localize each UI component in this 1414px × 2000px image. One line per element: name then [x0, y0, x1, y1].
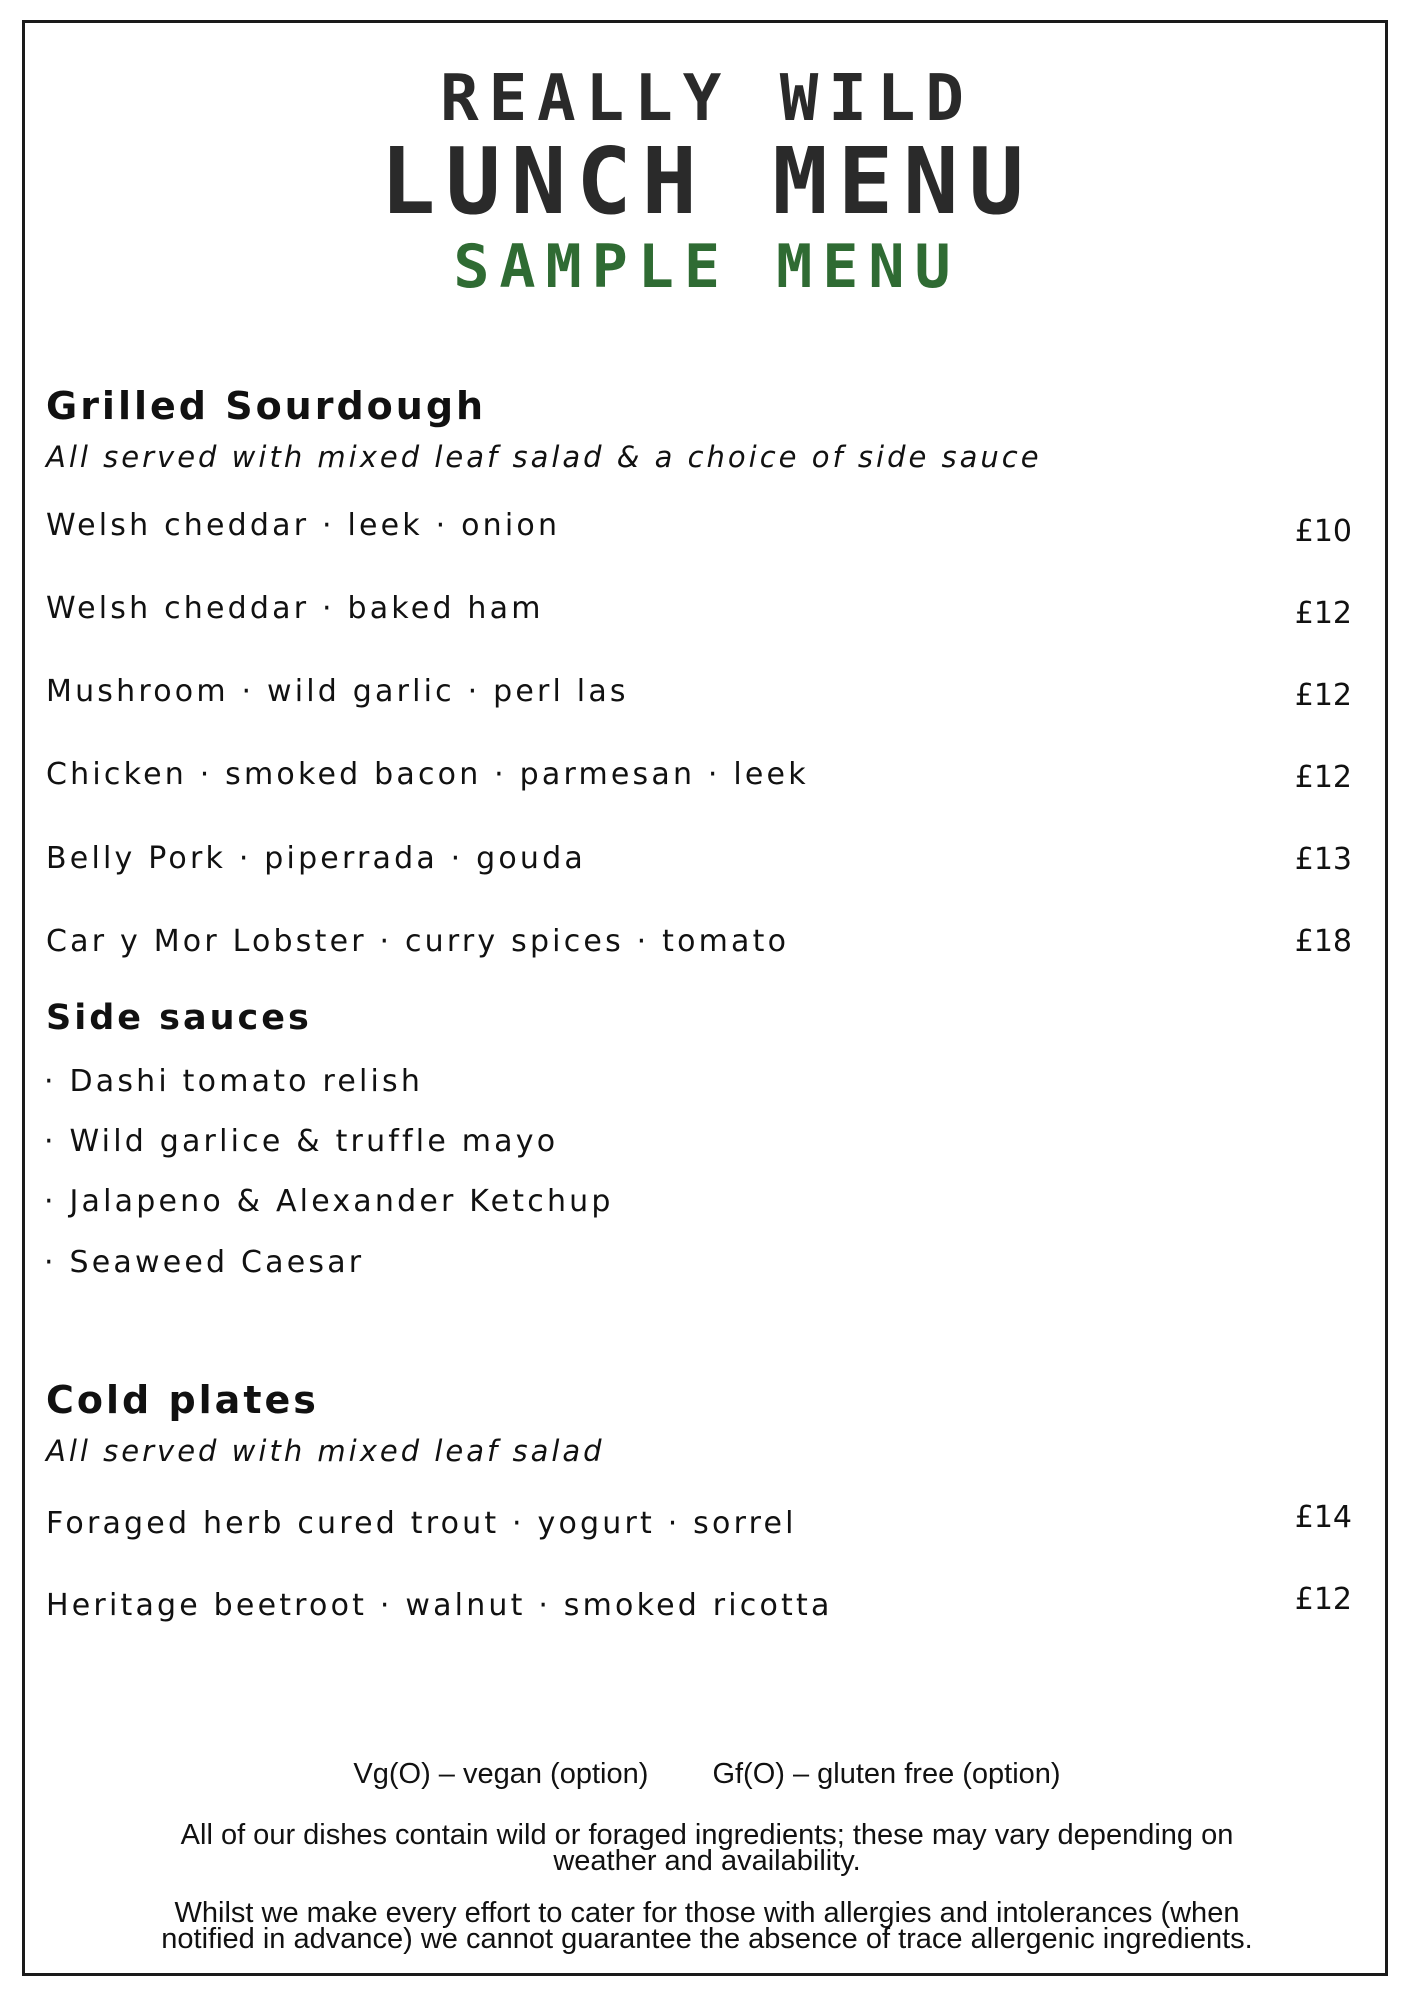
sauce-item: · Jalapeno & Alexander Ketchup	[44, 1184, 614, 1219]
menu-item-price: £12	[1294, 760, 1352, 795]
sauce-item: · Dashi tomato relish	[44, 1064, 424, 1099]
heading-grilled-sourdough: Grilled Sourdough	[46, 384, 487, 428]
notice-line: notified in advance) we cannot guarantee the absence of trace allergenic ingredients.	[161, 1923, 1253, 1955]
title-lunch-menu: LUNCH MENU	[380, 128, 1034, 235]
gluten-free-legend: Gf(O) – gluten free (option)	[712, 1758, 1061, 1790]
menu-item-name: Belly Pork · piperrada · gouda	[46, 841, 586, 876]
vegan-legend: Vg(O) – vegan (option)	[353, 1758, 649, 1790]
menu-item-price: £10	[1294, 514, 1352, 549]
menu-item-name: Chicken · smoked bacon · parmesan · leek	[46, 757, 809, 792]
title-really-wild: REALLY WILD	[440, 62, 974, 136]
sauce-item: · Wild garlice & truffle mayo	[44, 1124, 559, 1159]
subtitle-cold-plates: All served with mixed leaf salad	[46, 1434, 605, 1468]
menu-item-price: £14	[1294, 1500, 1352, 1535]
notice-line: Whilst we make every effort to cater for those with allergies and intolerances (when	[174, 1897, 1240, 1929]
title-sample-menu: SAMPLE MENU	[453, 232, 961, 302]
menu-item-price: £12	[1294, 678, 1352, 713]
menu-item-name: Mushroom · wild garlic · perl las	[46, 674, 629, 709]
notice-line: weather and availability.	[553, 1845, 861, 1877]
menu-item-name: Foraged herb cured trout · yogurt · sorrel	[46, 1506, 797, 1541]
menu-item-price: £12	[1294, 596, 1352, 631]
menu-item-name: Welsh cheddar · leek · onion	[46, 508, 561, 543]
menu-item-name: Car y Mor Lobster · curry spices · tomato	[46, 924, 790, 959]
allergy-notice	[0, 1897, 1414, 1955]
menu-item-name: Heritage beetroot · walnut · smoked ricotta	[46, 1588, 833, 1623]
heading-side-sauces: Side sauces	[46, 998, 312, 1038]
menu-item-price: £12	[1294, 1582, 1352, 1617]
heading-cold-plates: Cold plates	[46, 1378, 319, 1422]
notice-line: All of our dishes contain wild or foraged ingredients; these may vary depending on	[180, 1819, 1234, 1851]
subtitle-sourdough: All served with mixed leaf salad & a choice of side sauce	[46, 440, 1042, 474]
menu-item-price: £13	[1294, 842, 1352, 877]
menu-item-price: £18	[1294, 924, 1352, 959]
sauce-item: · Seaweed Caesar	[44, 1245, 365, 1280]
menu-item-name: Welsh cheddar · baked ham	[46, 591, 544, 626]
dietary-legend	[0, 1758, 1414, 1791]
wild-ingredients-notice	[0, 1819, 1414, 1877]
